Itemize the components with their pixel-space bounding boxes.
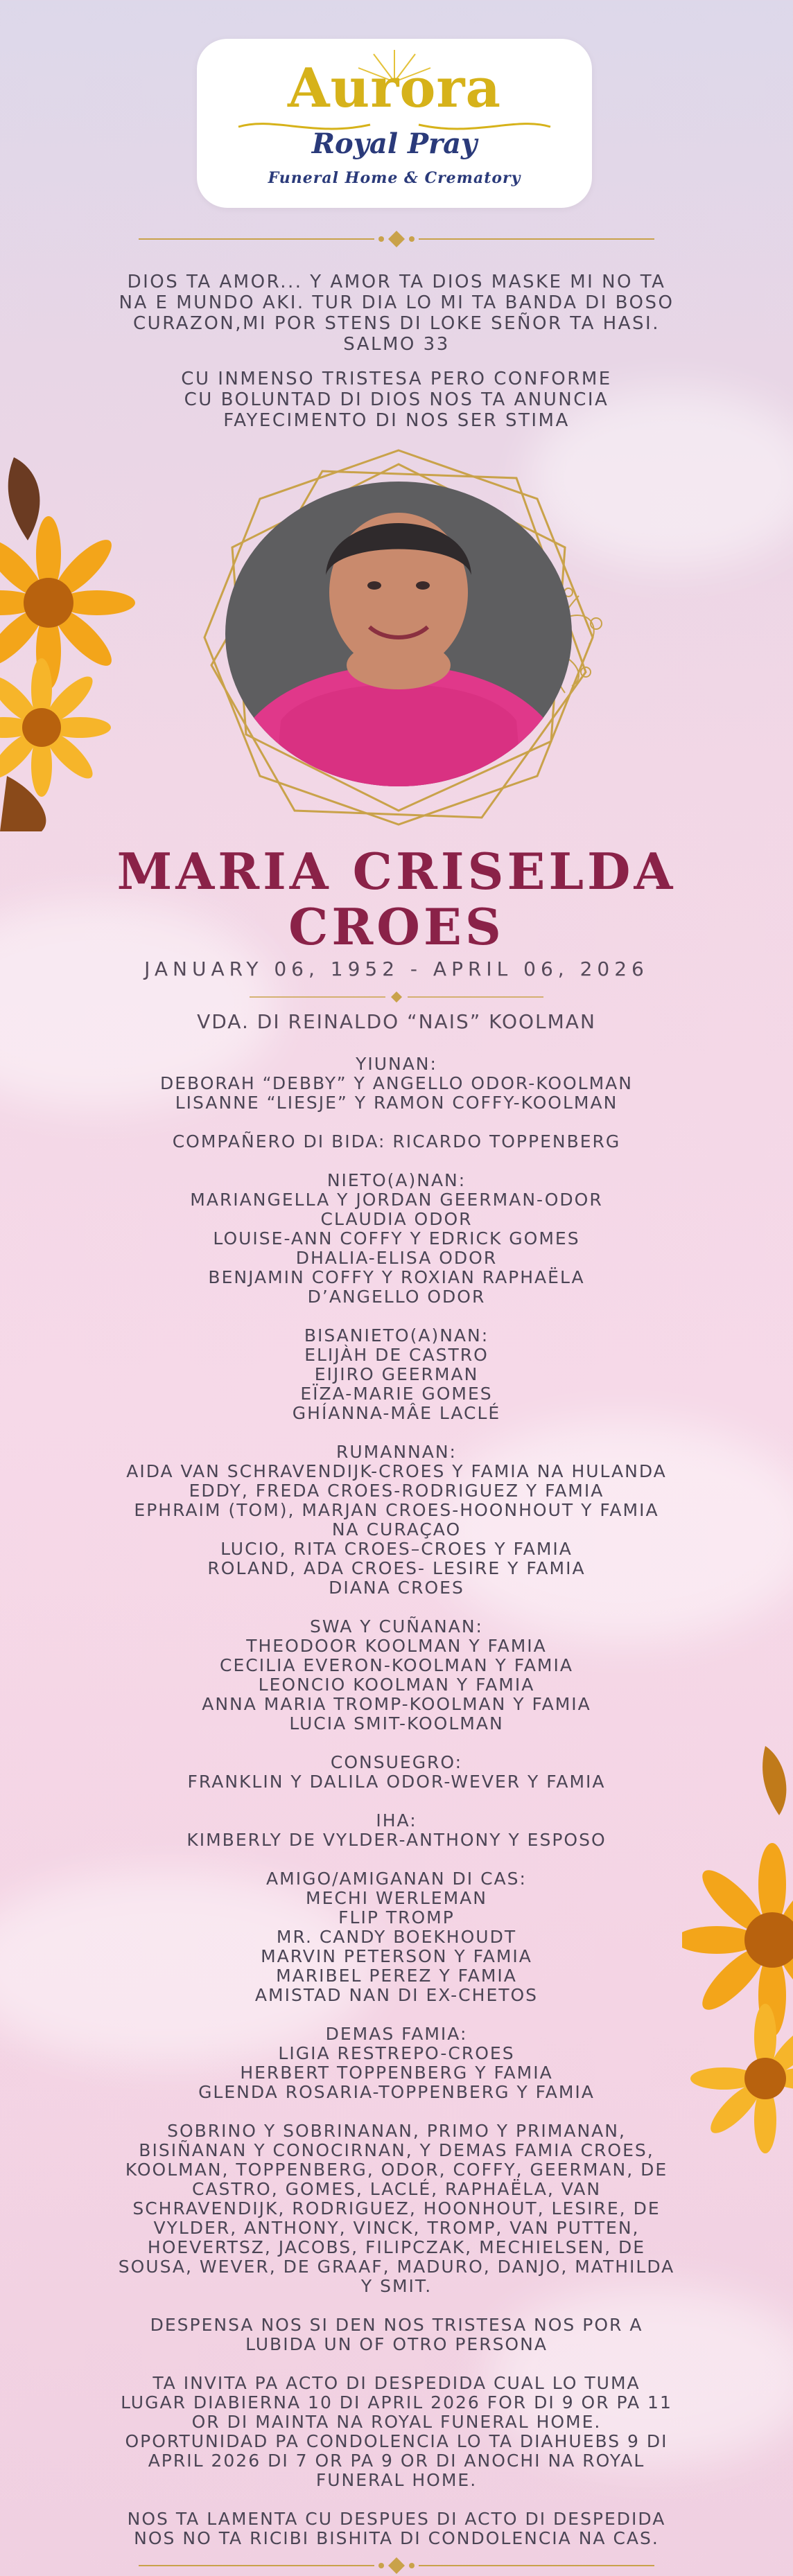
family-section bbox=[55, 1326, 738, 1423]
section-line: LOUISE-ANN COFFY Y EDRICK GOMES bbox=[213, 1228, 580, 1249]
family-section bbox=[55, 2374, 738, 2490]
widow-of: VDA. DI REINALDO “NAIS” KOOLMAN bbox=[197, 1010, 596, 1033]
section-line: AMISTAD NAN DI EX-CHETOS bbox=[254, 1985, 539, 2005]
section-line: SOUSA, WEVER, DE GRAAF, MADURO, DANJO, MATHILDA bbox=[118, 2257, 675, 2277]
section-heading: BISANIETO(A)NAN: bbox=[304, 1325, 489, 1346]
section-line: FLIP TROMP bbox=[338, 1907, 455, 1927]
section-line: SCHRAVENDIJK, RODRIGUEZ, HOONHOUT, LESIRE, DE bbox=[132, 2198, 661, 2218]
section-line: AIDA VAN SCHRAVENDIJK-CROES Y FAMIA NA HULANDA bbox=[126, 1461, 667, 1481]
section-line: LUBIDA UN OF OTRO PERSONA bbox=[245, 2334, 548, 2354]
section-line: FUNERAL HOME. bbox=[315, 2470, 478, 2490]
section-line: CASTRO, GOMES, LACLÉ, RAPHAËLA, VAN bbox=[191, 2179, 602, 2199]
section-line: LUCIA SMIT-KOOLMAN bbox=[289, 1713, 504, 1733]
section-heading: CONSUEGRO: bbox=[330, 1752, 463, 1772]
section-line: DESPENSA NOS SI DEN NOS TRISTESA NOS POR A bbox=[150, 2315, 643, 2335]
section-line: DEBORAH “DEBBY” Y ANGELLO ODOR-KOOLMAN bbox=[160, 1073, 633, 1093]
section-line: ANNA MARIA TROMP-KOOLMAN Y FAMIA bbox=[202, 1694, 591, 1714]
section-line: APRIL 2026 DI 7 OR PA 9 OR DI ANOCHI NA ROYAL bbox=[148, 2451, 645, 2471]
family-section bbox=[55, 1811, 738, 1850]
section-line: LUCIO, RITA CROES–CROES Y FAMIA bbox=[220, 1539, 573, 1559]
section-line: DHALIA-ELISA ODOR bbox=[295, 1248, 498, 1268]
logo-card bbox=[197, 39, 592, 208]
family-section bbox=[55, 1171, 738, 1307]
family-list bbox=[55, 1055, 738, 2568]
section-line: MARVIN PETERSON Y FAMIA bbox=[261, 1946, 532, 1966]
family-section bbox=[55, 1753, 738, 1792]
section-heading: NIETO(A)NAN: bbox=[326, 1170, 467, 1190]
family-section bbox=[55, 2315, 738, 2354]
logo-tagline: Funeral Home & Crematory bbox=[268, 169, 521, 187]
section-line: FRANKLIN Y DALILA ODOR-WEVER Y FAMIA bbox=[187, 1772, 606, 1792]
logo-brand: Aurora bbox=[288, 57, 501, 120]
section-line: TA INVITA PA ACTO DI DESPEDIDA CUAL LO TUMA bbox=[152, 2373, 640, 2393]
section-line: LISANNE “LIESJE” Y RAMON COFFY-KOOLMAN bbox=[175, 1093, 618, 1113]
section-line: MARIANGELLA Y JORDAN GEERMAN-ODOR bbox=[190, 1190, 603, 1210]
section-line: COMPAÑERO DI BIDA: RICARDO TOPPENBERG bbox=[172, 1131, 621, 1152]
section-line: GHÍANNA-MÂE LACLÉ bbox=[292, 1403, 501, 1423]
section-heading: SWA Y CUÑANAN: bbox=[310, 1616, 483, 1637]
geometric-gold-frame bbox=[191, 443, 607, 831]
section-line: LEONCIO KOOLMAN Y FAMIA bbox=[258, 1675, 535, 1695]
section-line: LIGIA RESTREPO-CROES bbox=[278, 2043, 515, 2063]
intro-announcement: CU INMENSO TRISTESA PERO CONFORME CU BOLUNTAD DI DIOS NOS TA ANUNCIA FAYECIMENTO DI NOS SER STIMA bbox=[181, 369, 612, 431]
portrait-frame bbox=[191, 443, 607, 831]
section-line: BENJAMIN COFFY Y ROXIAN RAPHAËLA bbox=[208, 1267, 585, 1287]
section-heading: IHA: bbox=[376, 1810, 417, 1830]
family-section bbox=[55, 1132, 738, 1152]
section-line: EIJIRO GEERMAN bbox=[314, 1364, 479, 1384]
sunflower-decoration-left bbox=[0, 443, 146, 831]
section-line: HERBERT TOPPENBERG Y FAMIA bbox=[240, 2063, 553, 2083]
section-line: OR DI MAINTA NA ROYAL FUNERAL HOME. bbox=[191, 2412, 602, 2432]
intro-verse: DIOS TA AMOR... Y AMOR TA DIOS MASKE MI NO TA NA E MUNDO AKI. TUR DIA LO MI TA BANDA DI BOSO CURAZON,MI POR STENS DI LOKE SEÑOR TA HASI. SALMO 33 bbox=[119, 272, 674, 355]
section-line: BISIÑANAN Y CONOCIRNAN, Y DEMAS FAMIA CROES, bbox=[139, 2140, 654, 2160]
section-line: MECHI WERLEMAN bbox=[306, 1888, 487, 1908]
section-line: EÏZA-MARIE GOMES bbox=[300, 1384, 493, 1404]
family-section bbox=[55, 2121, 738, 2296]
section-line: MARIBEL PEREZ Y FAMIA bbox=[276, 1966, 517, 1986]
portrait-photo bbox=[218, 478, 579, 831]
section-line: ROLAND, ADA CROES- LESIRE Y FAMIA bbox=[207, 1558, 586, 1578]
section-heading: YIUNAN: bbox=[356, 1054, 437, 1074]
ornament-divider-top bbox=[139, 229, 654, 249]
section-line: KOOLMAN, TOPPENBERG, ODOR, COFFY, GEERMAN, DE bbox=[125, 2160, 668, 2180]
section-line: VYLDER, ANTHONY, VINCK, TROMP, VAN PUTTEN, bbox=[153, 2218, 640, 2238]
section-line: LUGAR DIABIERNA 10 DI APRIL 2026 FOR DI 9 OR PA 11 bbox=[121, 2392, 672, 2412]
section-line: GLENDA ROSARIA-TOPPENBERG Y FAMIA bbox=[198, 2082, 595, 2102]
section-line: NOS NO TA RICIBI BISHITA DI CONDOLENCIA NA CAS. bbox=[134, 2528, 659, 2548]
ornament-divider-bottom bbox=[139, 2555, 654, 2576]
section-line: THEODOOR KOOLMAN Y FAMIA bbox=[246, 1636, 547, 1656]
section-line: KIMBERLY DE VYLDER-ANTHONY Y ESPOSO bbox=[186, 1830, 607, 1850]
family-section bbox=[55, 1443, 738, 1598]
section-line: CECILIA EVERON-KOOLMAN Y FAMIA bbox=[220, 1655, 573, 1675]
family-section bbox=[55, 1055, 738, 1113]
deceased-name: MARIA CRISELDA CROES bbox=[116, 842, 677, 956]
family-section bbox=[55, 2509, 738, 2548]
section-heading: AMIGO/AMIGANAN DI CAS: bbox=[266, 1869, 527, 1889]
ornament-divider-small bbox=[139, 987, 654, 1007]
section-line: D’ANGELLO ODOR bbox=[307, 1287, 486, 1307]
section-heading: RUMANNAN: bbox=[336, 1442, 457, 1462]
section-line: DIANA CROES bbox=[329, 1578, 464, 1598]
life-dates: JANUARY 06, 1952 - APRIL 06, 2026 bbox=[144, 958, 649, 980]
section-line: HOEVERTSZ, JACOBS, FILIPCZAK, MECHIELSEN, DE bbox=[147, 2237, 646, 2257]
section-line: CLAUDIA ODOR bbox=[320, 1209, 473, 1229]
section-line: EDDY, FREDA CROES-RODRIGUEZ Y FAMIA bbox=[189, 1481, 604, 1501]
section-line: SOBRINO Y SOBRINANAN, PRIMO Y PRIMANAN, bbox=[167, 2121, 626, 2141]
section-line: Y SMIT. bbox=[360, 2276, 433, 2296]
logo-subtitle: Royal Pray bbox=[311, 127, 478, 160]
section-line: ELIJÀH DE CASTRO bbox=[304, 1345, 489, 1365]
section-heading: DEMAS FAMIA: bbox=[325, 2024, 468, 2044]
section-line: NA CURAÇAO bbox=[331, 1519, 462, 1540]
family-section bbox=[55, 1869, 738, 2005]
family-section bbox=[55, 1617, 738, 1733]
section-line: MR. CANDY BOEKHOUDT bbox=[276, 1927, 517, 1947]
family-section bbox=[55, 2024, 738, 2102]
section-line: EPHRAIM (TOM), MARJAN CROES-HOONHOUT Y FAMIA bbox=[134, 1500, 659, 1520]
section-line: NOS TA LAMENTA CU DESPUES DI ACTO DI DESPEDIDA bbox=[127, 2509, 666, 2529]
section-line: OPORTUNIDAD PA CONDOLENCIA LO TA DIAHUEBS 9 DI bbox=[125, 2431, 668, 2451]
